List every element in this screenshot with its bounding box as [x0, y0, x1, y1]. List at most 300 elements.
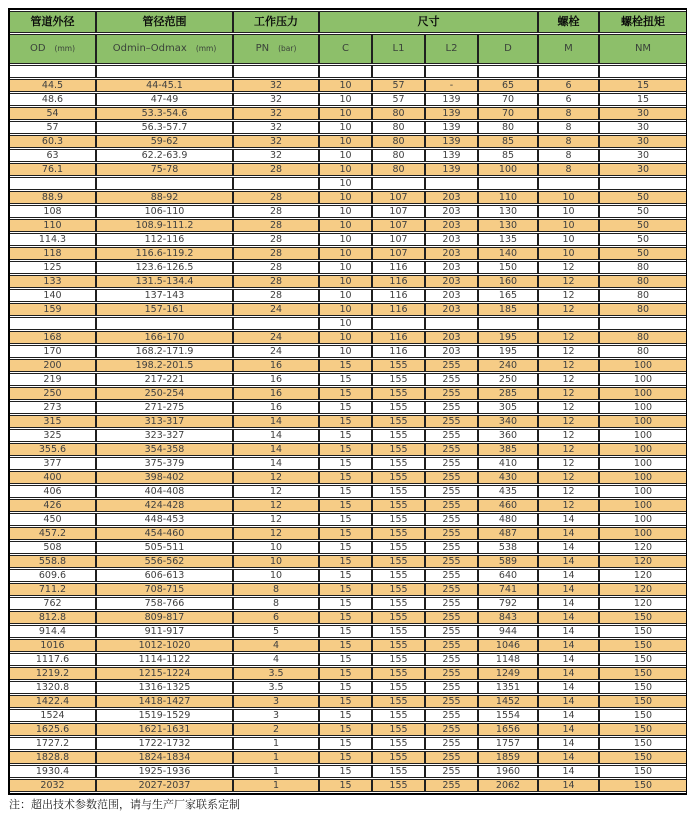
table-cell: 15: [320, 569, 373, 582]
table-row: [10, 359, 686, 372]
table-cell: 100: [600, 527, 686, 540]
table-cell: 589: [479, 555, 539, 568]
table-cell: 1656: [479, 723, 539, 736]
table-cell: 80: [600, 289, 686, 302]
table-cell: 255: [426, 569, 479, 582]
column-subheader: [539, 34, 600, 64]
table-cell: -: [426, 79, 479, 92]
table-cell: 385: [479, 443, 539, 456]
table-row: [10, 513, 686, 526]
table-cell: 150: [600, 667, 686, 680]
table-cell: 198.2-201.5: [97, 359, 234, 372]
table-row: [10, 667, 686, 680]
table-cell: 792: [479, 597, 539, 610]
table-cell: 123.6-126.5: [97, 261, 234, 274]
table-cell: 1554: [479, 709, 539, 722]
table-cell: 6: [539, 93, 600, 106]
table-row: [10, 639, 686, 652]
table-cell: 15: [320, 639, 373, 652]
table-cell: 15: [320, 373, 373, 386]
table-cell: 505-511: [97, 541, 234, 554]
table-cell: 708-715: [97, 583, 234, 596]
table-cell: 14: [539, 541, 600, 554]
table-cell: 12: [539, 345, 600, 358]
table-cell: 1418-1427: [97, 695, 234, 708]
table-cell: 14: [539, 695, 600, 708]
table-cell: 107: [373, 191, 426, 204]
table-cell: 14: [539, 639, 600, 652]
table-cell: 131.5-134.4: [97, 275, 234, 288]
table-header: [10, 11, 686, 64]
table-cell: 150: [600, 737, 686, 750]
table-row: [10, 681, 686, 694]
table-cell: 155: [373, 387, 426, 400]
table-cell: 116: [373, 345, 426, 358]
table-cell: 28: [234, 219, 320, 232]
table-cell: 1215-1224: [97, 667, 234, 680]
table-cell: 80: [600, 345, 686, 358]
table-cell: 203: [426, 289, 479, 302]
table-cell: 57: [373, 79, 426, 92]
table-cell: 139: [426, 163, 479, 176]
table-cell: 255: [426, 485, 479, 498]
table-row: [10, 261, 686, 274]
table-cell: 150: [479, 261, 539, 274]
table-cell: 15: [320, 499, 373, 512]
table-cell: [600, 65, 686, 78]
table-cell: 130: [479, 205, 539, 218]
table-cell: 1930.4: [10, 765, 97, 778]
table-cell: 155: [373, 639, 426, 652]
table-cell: 255: [426, 499, 479, 512]
table-cell: 14: [539, 527, 600, 540]
table-cell: 14: [539, 681, 600, 694]
table-cell: 106-110: [97, 205, 234, 218]
table-cell: 70: [479, 107, 539, 120]
column-label: D: [504, 43, 512, 54]
table-cell: 50: [600, 205, 686, 218]
table-cell: 1316-1325: [97, 681, 234, 694]
table-cell: 80: [600, 275, 686, 288]
table-cell: 155: [373, 709, 426, 722]
table-cell: 10: [320, 345, 373, 358]
table-cell: 1519-1529: [97, 709, 234, 722]
table-cell: 155: [373, 499, 426, 512]
table-cell: 8: [539, 107, 600, 120]
table-cell: 150: [600, 709, 686, 722]
table-cell: 57: [373, 93, 426, 106]
column-label: NM: [634, 43, 652, 54]
table-cell: 8: [539, 163, 600, 176]
table-cell: 14: [539, 709, 600, 722]
table-cell: 12: [234, 485, 320, 498]
table-cell: 15: [320, 681, 373, 694]
table-cell: 155: [373, 569, 426, 582]
table-cell: 255: [426, 653, 479, 666]
table-cell: 150: [600, 751, 686, 764]
table-cell: 15: [600, 79, 686, 92]
table-cell: 15: [320, 611, 373, 624]
table-cell: 448-453: [97, 513, 234, 526]
table-cell: [479, 317, 539, 330]
table-cell: 155: [373, 359, 426, 372]
table-cell: 100: [479, 163, 539, 176]
table-cell: 15: [320, 387, 373, 400]
table-cell: 606-613: [97, 569, 234, 582]
table-cell: 133: [10, 275, 97, 288]
table-cell: 10: [234, 541, 320, 554]
table-cell: 155: [373, 429, 426, 442]
table-cell: 203: [426, 191, 479, 204]
table-cell: 80: [479, 121, 539, 134]
table-cell: 325: [10, 429, 97, 442]
table-cell: 185: [479, 303, 539, 316]
column-label: Odmin–Odmax: [112, 43, 187, 54]
table-cell: [373, 177, 426, 190]
table-cell: [426, 65, 479, 78]
table-cell: 10: [320, 317, 373, 330]
column-group-header: 尺寸: [320, 11, 539, 33]
table-cell: 120: [600, 541, 686, 554]
column-subheader: [10, 34, 97, 64]
column-group-header: 螺栓: [539, 11, 600, 33]
table-cell: 255: [426, 555, 479, 568]
table-cell: 14: [539, 513, 600, 526]
table-cell: 32: [234, 79, 320, 92]
table-cell: 28: [234, 163, 320, 176]
table-cell: 107: [373, 205, 426, 218]
table-cell: 404-408: [97, 485, 234, 498]
table-cell: 155: [373, 765, 426, 778]
table-cell: 155: [373, 457, 426, 470]
table-row: [10, 569, 686, 582]
column-group-header: 管径范围: [97, 11, 234, 33]
table-cell: 255: [426, 471, 479, 484]
table-cell: 139: [426, 93, 479, 106]
table-cell: 14: [539, 667, 600, 680]
table-cell: 15: [320, 429, 373, 442]
table-row: [10, 765, 686, 778]
table-row: [10, 541, 686, 554]
table-cell: 116: [373, 303, 426, 316]
table-cell: 255: [426, 541, 479, 554]
table-cell: 2027-2037: [97, 779, 234, 792]
table-cell: 120: [600, 555, 686, 568]
table-body: [10, 65, 686, 792]
table-cell: 15: [320, 583, 373, 596]
table-cell: 203: [426, 247, 479, 260]
table-cell: 10: [320, 247, 373, 260]
table-cell: 14: [539, 583, 600, 596]
table-cell: 1422.4: [10, 695, 97, 708]
table-cell: 80: [600, 261, 686, 274]
table-cell: 30: [600, 163, 686, 176]
table-row: [10, 219, 686, 232]
table-cell: 406: [10, 485, 97, 498]
table-cell: [426, 317, 479, 330]
column-label: OD: [29, 43, 46, 54]
table-cell: 150: [600, 695, 686, 708]
table-cell: [10, 317, 97, 330]
table-cell: 558.8: [10, 555, 97, 568]
table-row: [10, 233, 686, 246]
table-cell: 203: [426, 261, 479, 274]
table-cell: 155: [373, 681, 426, 694]
table-cell: 12: [539, 457, 600, 470]
column-group-header: 管道外径: [10, 11, 97, 33]
table-cell: 1925-1936: [97, 765, 234, 778]
table-cell: 1: [234, 737, 320, 750]
table-cell: 80: [373, 107, 426, 120]
table-row: [10, 79, 686, 92]
table-row: [10, 555, 686, 568]
table-cell: 255: [426, 457, 479, 470]
table-cell: 15: [320, 415, 373, 428]
table-row: [10, 499, 686, 512]
table-cell: 10: [320, 205, 373, 218]
footnote: 注：超出技术参数范围，请与生产厂家联系定制: [9, 798, 240, 811]
table-cell: 30: [600, 135, 686, 148]
table-cell: 1249: [479, 667, 539, 680]
table-cell: 203: [426, 219, 479, 232]
table-row: [10, 471, 686, 484]
table-cell: 32: [234, 149, 320, 162]
table-row: [10, 121, 686, 134]
table-cell: 1727.2: [10, 737, 97, 750]
table-cell: 50: [600, 219, 686, 232]
table-cell: 100: [600, 387, 686, 400]
table-cell: 14: [539, 597, 600, 610]
table-cell: 640: [479, 569, 539, 582]
table-row: [10, 373, 686, 386]
table-cell: 3.5: [234, 681, 320, 694]
table-cell: 14: [539, 765, 600, 778]
table-cell: 107: [373, 247, 426, 260]
table-cell: [234, 177, 320, 190]
table-cell: 32: [234, 121, 320, 134]
column-unit: (bar): [278, 44, 297, 53]
table-cell: 10: [234, 569, 320, 582]
table-row: [10, 457, 686, 470]
table-cell: 1621-1631: [97, 723, 234, 736]
table-cell: 15: [320, 695, 373, 708]
table-cell: [479, 177, 539, 190]
table-cell: 255: [426, 527, 479, 540]
table-cell: 15: [320, 359, 373, 372]
table-cell: 155: [373, 443, 426, 456]
table-cell: 59-62: [97, 135, 234, 148]
table-cell: 28: [234, 191, 320, 204]
table-cell: 80: [373, 163, 426, 176]
spacer-row: [10, 65, 686, 78]
table-cell: 538: [479, 541, 539, 554]
table-cell: 24: [234, 303, 320, 316]
table-row: [10, 107, 686, 120]
table-cell: 250-254: [97, 387, 234, 400]
table-cell: 1625.6: [10, 723, 97, 736]
table-cell: 15: [320, 737, 373, 750]
table-cell: 944: [479, 625, 539, 638]
table-cell: 424-428: [97, 499, 234, 512]
table-cell: 273: [10, 401, 97, 414]
table-cell: 255: [426, 373, 479, 386]
table-cell: 28: [234, 205, 320, 218]
table-cell: 14: [539, 555, 600, 568]
table-cell: 107: [373, 233, 426, 246]
table-row: [10, 401, 686, 414]
table-cell: 28: [234, 275, 320, 288]
table-cell: [373, 65, 426, 78]
table-cell: 255: [426, 737, 479, 750]
table-row: [10, 415, 686, 428]
table-cell: 85: [479, 135, 539, 148]
table-cell: 8: [539, 121, 600, 134]
table-row: [10, 597, 686, 610]
table-cell: 140: [10, 289, 97, 302]
table-cell: 50: [600, 191, 686, 204]
spacer-row: [10, 177, 686, 190]
table-cell: 44-45.1: [97, 79, 234, 92]
table-cell: 203: [426, 331, 479, 344]
table-cell: 116: [373, 275, 426, 288]
table-cell: 217-221: [97, 373, 234, 386]
table-cell: 8: [539, 135, 600, 148]
column-label: L1: [392, 43, 405, 54]
table-cell: 487: [479, 527, 539, 540]
table-cell: [373, 317, 426, 330]
table-cell: 480: [479, 513, 539, 526]
table-cell: 271-275: [97, 401, 234, 414]
table-cell: 125: [10, 261, 97, 274]
table-cell: 255: [426, 583, 479, 596]
table-cell: 16: [234, 401, 320, 414]
table-row: [10, 527, 686, 540]
table-cell: 14: [234, 429, 320, 442]
table-cell: 1046: [479, 639, 539, 652]
table-cell: 30: [600, 107, 686, 120]
table-cell: 12: [234, 471, 320, 484]
table-cell: [600, 177, 686, 190]
table-cell: 10: [320, 93, 373, 106]
table-cell: 12: [234, 527, 320, 540]
table-cell: 255: [426, 681, 479, 694]
table-cell: 155: [373, 415, 426, 428]
table-cell: 155: [373, 723, 426, 736]
table-cell: 315: [10, 415, 97, 428]
table-cell: 150: [600, 723, 686, 736]
table-cell: 140: [479, 247, 539, 260]
table-cell: 80: [600, 331, 686, 344]
table-cell: 32: [234, 107, 320, 120]
table-cell: 435: [479, 485, 539, 498]
table-cell: 430: [479, 471, 539, 484]
table-row: [10, 583, 686, 596]
table-cell: 10: [539, 205, 600, 218]
table-cell: 100: [600, 443, 686, 456]
table-cell: 285: [479, 387, 539, 400]
table-cell: 12: [539, 303, 600, 316]
table-cell: 114.3: [10, 233, 97, 246]
table-cell: 130: [479, 219, 539, 232]
table-cell: 14: [234, 443, 320, 456]
table-cell: 15: [320, 513, 373, 526]
table-cell: 10: [320, 275, 373, 288]
table-cell: 195: [479, 345, 539, 358]
table-cell: 116: [373, 289, 426, 302]
table-cell: 255: [426, 639, 479, 652]
table-cell: 255: [426, 709, 479, 722]
table-cell: 3: [234, 709, 320, 722]
table-row: [10, 331, 686, 344]
table-cell: 32: [234, 135, 320, 148]
table-cell: 120: [600, 597, 686, 610]
table-cell: 203: [426, 275, 479, 288]
table-cell: 15: [320, 485, 373, 498]
column-subheader: [426, 34, 479, 64]
table-cell: 100: [600, 359, 686, 372]
table-cell: 150: [600, 625, 686, 638]
table-cell: 28: [234, 247, 320, 260]
table-cell: 12: [539, 415, 600, 428]
column-subheader: [97, 34, 234, 64]
table-cell: 120: [600, 569, 686, 582]
table-cell: 14: [539, 779, 600, 792]
table-cell: 812.8: [10, 611, 97, 624]
table-cell: 8: [234, 597, 320, 610]
table-cell: 15: [320, 751, 373, 764]
table-cell: 48.6: [10, 93, 97, 106]
column-subheader: [479, 34, 539, 64]
table-cell: [600, 317, 686, 330]
table-cell: 137-143: [97, 289, 234, 302]
table-cell: 80: [600, 303, 686, 316]
table-cell: 155: [373, 527, 426, 540]
table-cell: 12: [539, 261, 600, 274]
table-cell: 1351: [479, 681, 539, 694]
column-subheader: [373, 34, 426, 64]
pipe-spec-table: [8, 8, 687, 795]
table-cell: 255: [426, 415, 479, 428]
column-label: M: [564, 43, 573, 54]
table-cell: 108: [10, 205, 97, 218]
table-cell: 155: [373, 667, 426, 680]
table-cell: 80: [373, 121, 426, 134]
table-cell: 240: [479, 359, 539, 372]
table-cell: 14: [539, 737, 600, 750]
table-cell: 170: [10, 345, 97, 358]
table-cell: 450: [10, 513, 97, 526]
table-cell: 30: [600, 121, 686, 134]
table-cell: 914.4: [10, 625, 97, 638]
table-cell: 135: [479, 233, 539, 246]
table-cell: 10: [320, 177, 373, 190]
table-cell: 203: [426, 303, 479, 316]
table-cell: 16: [234, 387, 320, 400]
table-cell: 4: [234, 653, 320, 666]
table-cell: 305: [479, 401, 539, 414]
table-cell: 460: [479, 499, 539, 512]
table-cell: 255: [426, 625, 479, 638]
table-cell: 14: [234, 415, 320, 428]
table-cell: 4: [234, 639, 320, 652]
column-subheader: [234, 34, 320, 64]
table-row: [10, 751, 686, 764]
table-cell: 107: [373, 219, 426, 232]
table-cell: 250: [479, 373, 539, 386]
table-cell: 1114-1122: [97, 653, 234, 666]
table-cell: 313-317: [97, 415, 234, 428]
table-cell: 203: [426, 205, 479, 218]
